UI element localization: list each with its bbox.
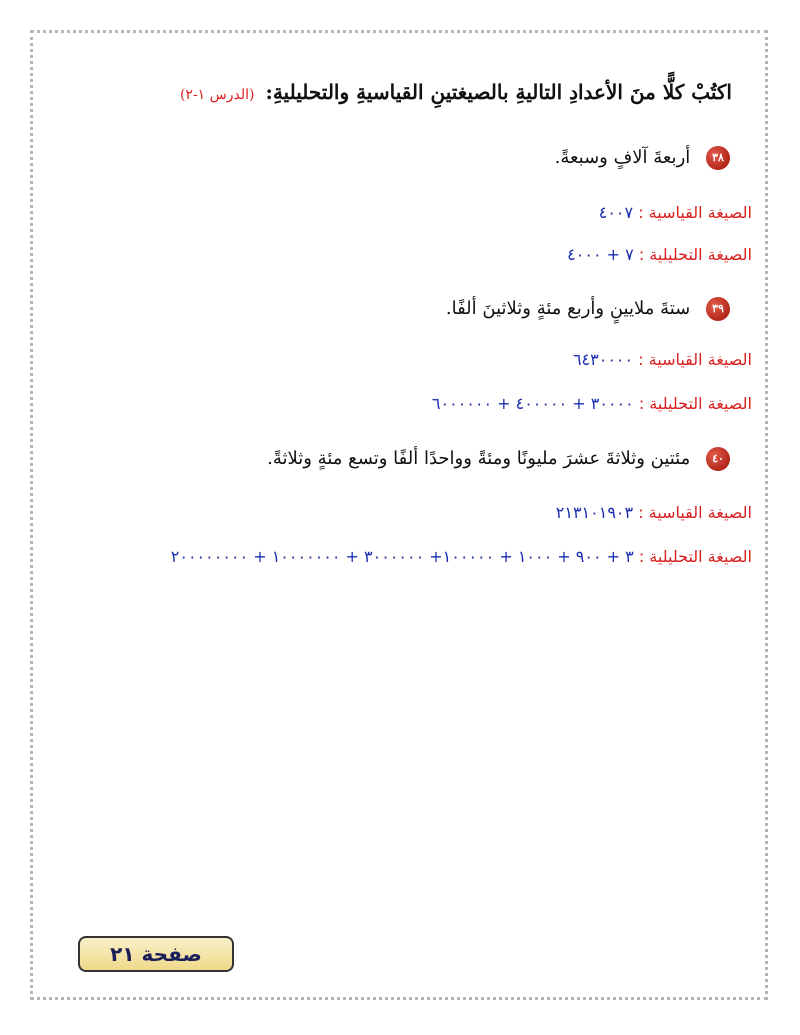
expanded-form-value: ٣٠٠٠٠ + ٤٠٠٠٠٠ + ٦٠٠٠٠٠٠: [431, 394, 634, 413]
expanded-form-label: الصيغة التحليلية :: [638, 547, 752, 566]
lesson-reference: (الدرس ١-٢): [179, 87, 255, 103]
standard-form-label: الصيغة القياسية :: [638, 503, 752, 522]
standard-form-answer-40: [32, 503, 752, 522]
question-text: أربعةَ آلافٍ وسبعةً.: [554, 147, 691, 168]
exercise-heading: [52, 80, 732, 104]
question-40: [70, 447, 730, 471]
standard-form-value: ٦٤٣٠٠٠٠: [572, 350, 634, 369]
standard-form-answer-38: [32, 203, 752, 222]
question-number-badge: ٣٨: [706, 146, 730, 170]
heading-text: اكتُبْ كلًّا منَ الأعدادِ التاليةِ بالصيغتينِ القياسيةِ والتحليليةِ:: [265, 80, 732, 104]
question-text: مئتين وثلاثةَ عشرَ مليونًا ومئةً وواحدًا ألفًا وتسع مئةٍ وثلاثةً.: [267, 448, 691, 469]
expanded-form-answer-39: [32, 394, 752, 413]
expanded-form-value: ٣ + ٩٠٠ + ١٠٠٠ + ١٠٠٠٠٠+ ٣٠٠٠٠٠٠ + ١٠٠٠٠٠٠٠ + ٢٠٠٠٠٠٠٠٠: [170, 547, 634, 566]
expanded-form-answer-38: [32, 245, 752, 264]
expanded-form-label: الصيغة التحليلية :: [638, 245, 752, 264]
question-number-badge: ٤٠: [706, 447, 730, 471]
expanded-form-label: الصيغة التحليلية :: [638, 394, 752, 413]
question-38: [70, 146, 730, 170]
expanded-form-value: ٧ + ٤٠٠٠: [567, 245, 634, 264]
standard-form-label: الصيغة القياسية :: [638, 203, 752, 222]
page-number-badge: صفحة ٢١: [78, 936, 234, 972]
question-text: ستةَ ملايينٍ وأربع مئةٍ وثلاثينَ ألفًا.: [445, 298, 691, 319]
question-39: [70, 297, 730, 321]
expanded-form-answer-40: [32, 546, 752, 568]
question-number-badge: ٣٩: [706, 297, 730, 321]
standard-form-value: ٤٠٠٧: [598, 203, 634, 222]
standard-form-answer-39: [32, 350, 752, 369]
standard-form-value: ٢١٣١٠١٩٠٣: [555, 503, 634, 522]
standard-form-label: الصيغة القياسية :: [638, 350, 752, 369]
